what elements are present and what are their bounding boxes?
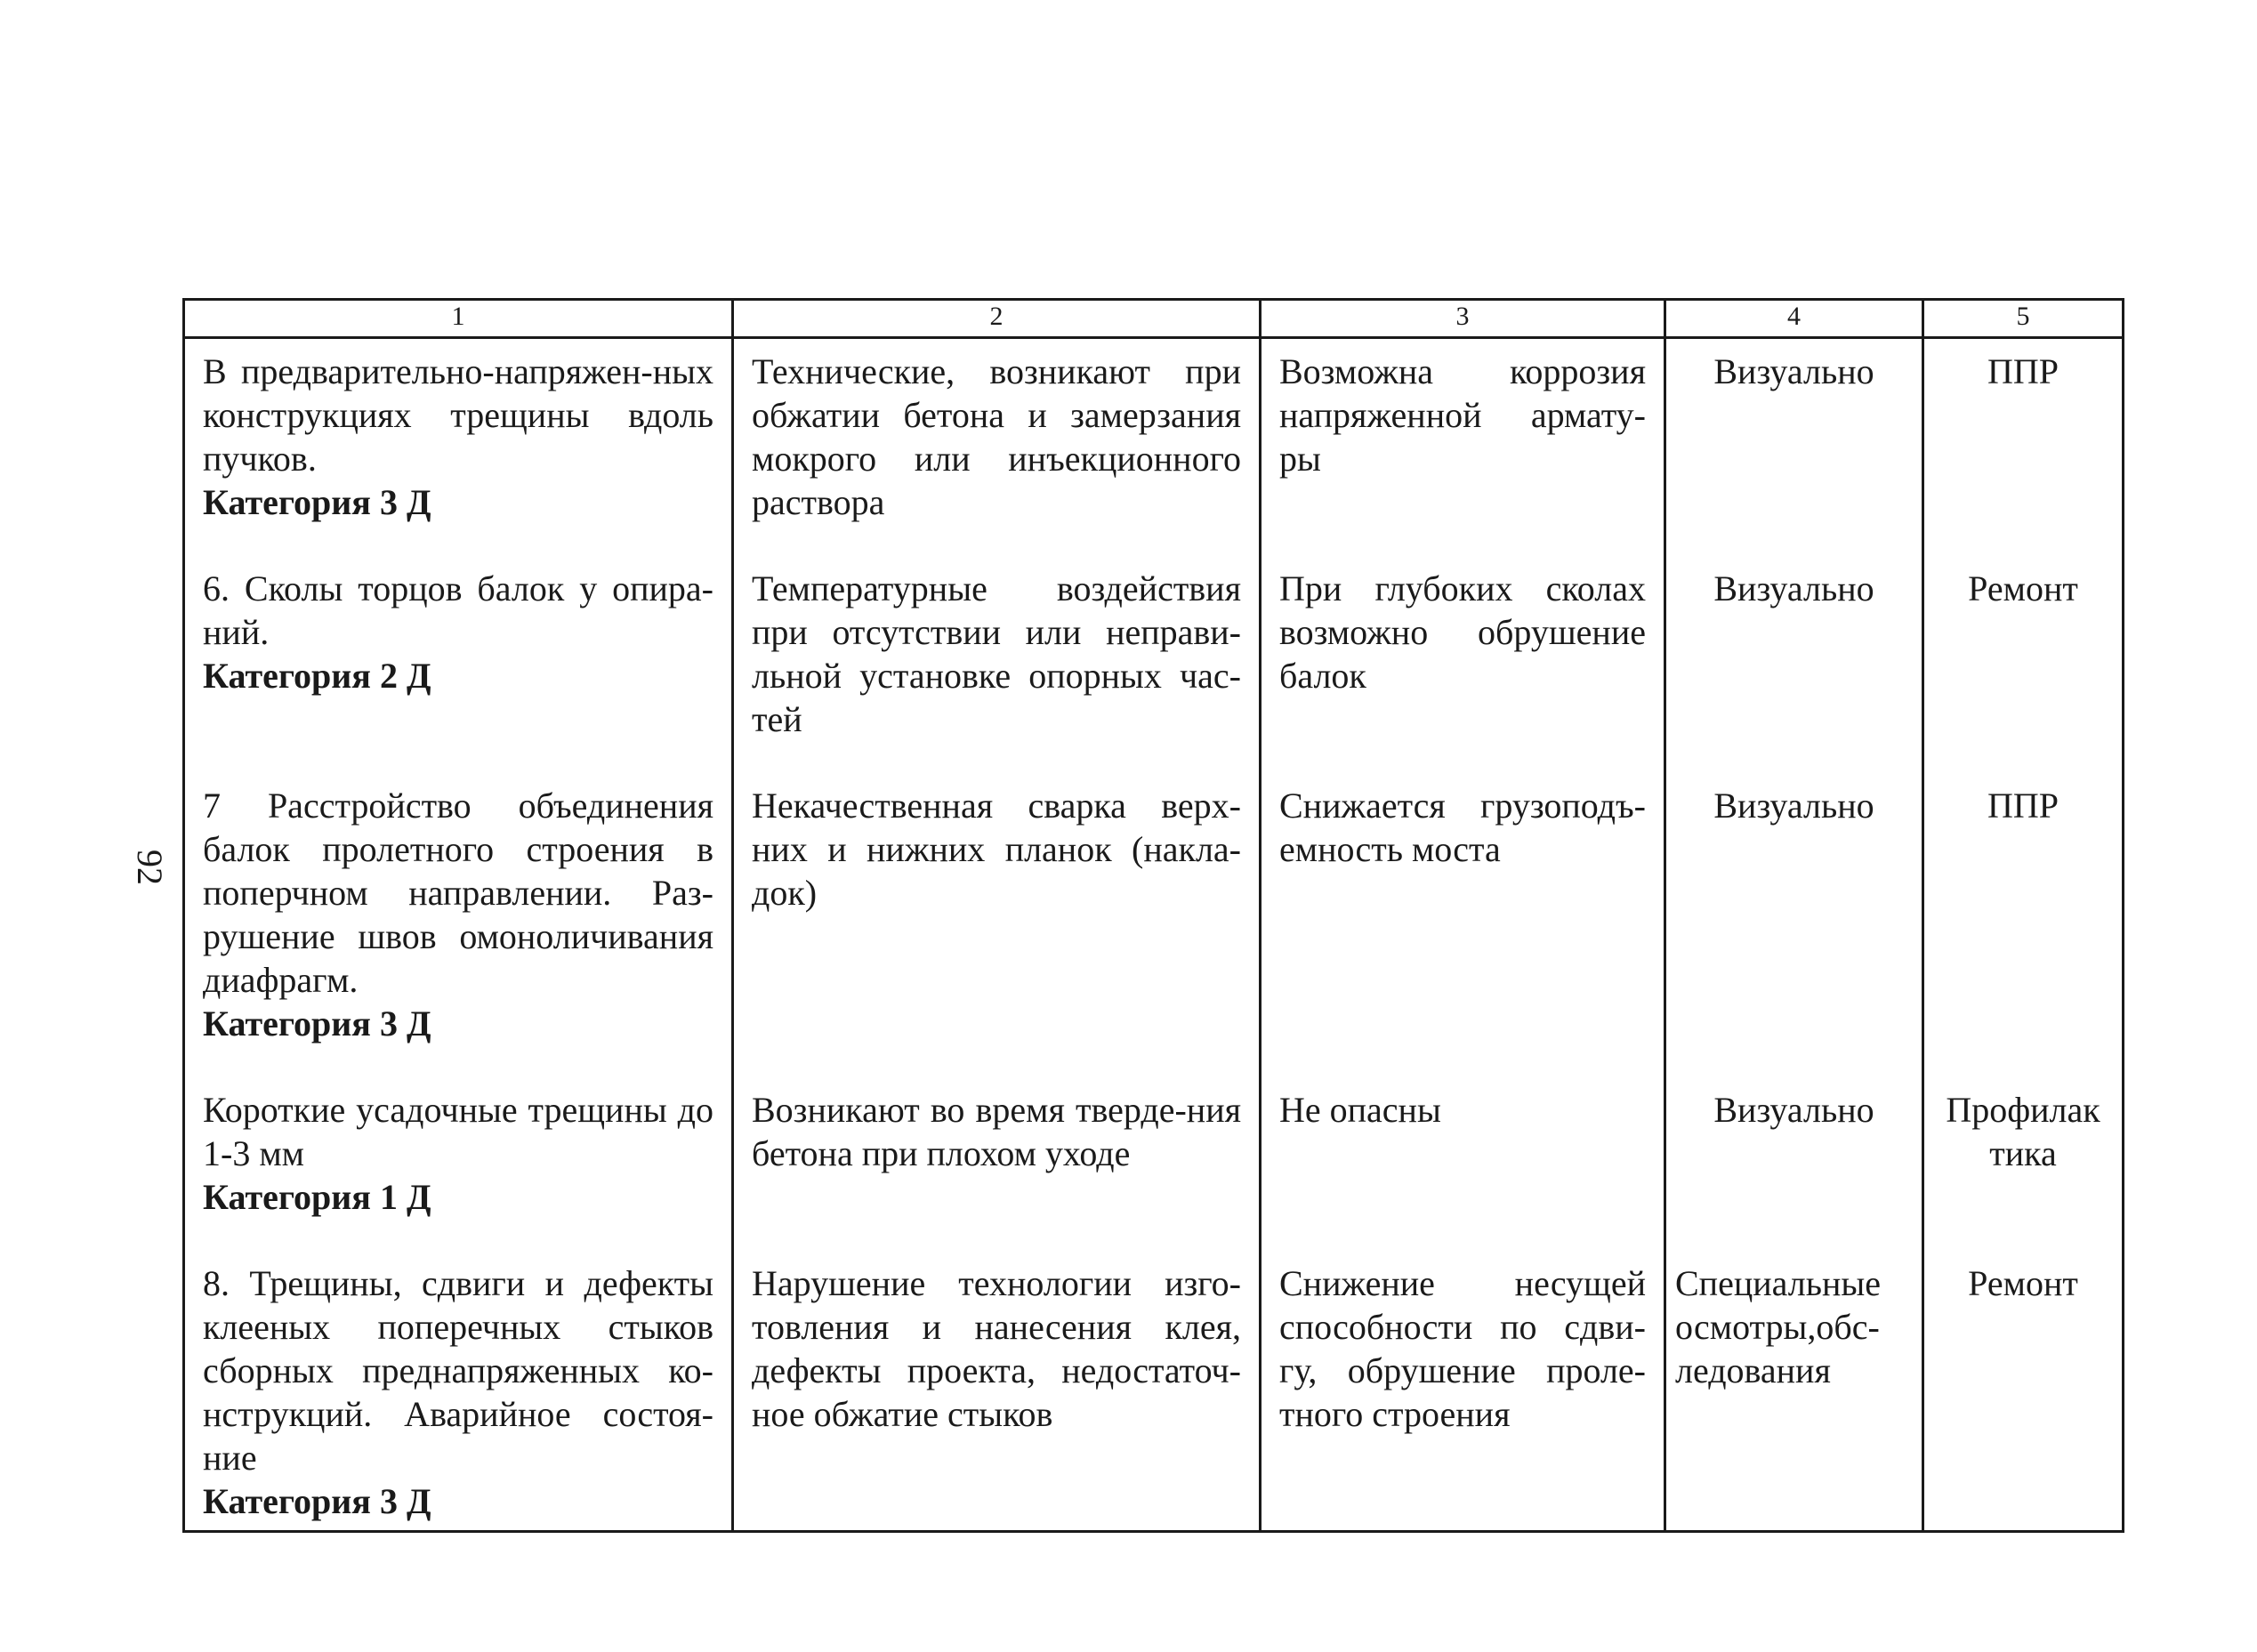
page-number: 92: [130, 850, 170, 885]
consequence-cell: Не опасны: [1261, 1077, 1665, 1251]
cause-cell: Некачественная сварка верх-них и нижних планок (накла-док): [733, 773, 1261, 1077]
measure-cell: Ремонт: [1923, 1251, 2124, 1532]
defect-text: Короткие усадочные трещины до 1-3 мм: [203, 1090, 713, 1173]
table-row: [184, 773, 2124, 1077]
cause-cell: Температурные воздействия при отсутствии или неправи-льной установке опорных час-тей: [733, 556, 1261, 773]
defect-cell: [184, 556, 733, 773]
defect-text: 8. Трещины, сдвиги и дефекты клееных поперечных стыков сборных преднапряженных ко-нструкций. Аварийное состоя-ние: [203, 1263, 713, 1478]
defect-cell: [184, 773, 733, 1077]
table-row: [184, 338, 2124, 557]
detection-cell: Визуально: [1665, 556, 1923, 773]
defect-text: 6. Сколы торцов балок у опира-ний.: [203, 568, 713, 652]
detection-cell: Визуально: [1665, 773, 1923, 1077]
header-row: [184, 300, 2124, 338]
category-label: Категория 3 Д: [203, 482, 431, 522]
defect-cell: [184, 1077, 733, 1251]
table-row: [184, 1251, 2124, 1532]
table-row: [184, 556, 2124, 773]
defect-text: В предварительно-напряжен-ных конструкциях трещины вдоль пучков.: [203, 351, 713, 479]
consequence-cell: При глубоких сколах возможно обрушение балок: [1261, 556, 1665, 773]
detection-cell: Специальные осмотры,обс-ледования: [1665, 1251, 1923, 1532]
consequence-cell: Снижение несущей способности по сдви-гу, обрушение проле-тного строения: [1261, 1251, 1665, 1532]
measure-cell: ППР: [1923, 773, 2124, 1077]
measure-cell: Профилак тика: [1923, 1077, 2124, 1251]
column-header-5: 5: [1923, 300, 2124, 338]
column-header-3: 3: [1261, 300, 1665, 338]
cause-cell: Возникают во время тверде-ния бетона при плохом уходе: [733, 1077, 1261, 1251]
table-row: [184, 1077, 2124, 1251]
column-header-2: 2: [733, 300, 1261, 338]
detection-cell: Визуально: [1665, 1077, 1923, 1251]
defect-cell: [184, 338, 733, 557]
cause-cell: Нарушение технологии изго-товления и нанесения клея, дефекты проекта, недостаточ-ное обжатие стыков: [733, 1251, 1261, 1532]
defect-cell: [184, 1251, 733, 1532]
defect-text: 7 Расстройство объединения балок пролетного строения в поперчном направлении. Раз-рушение швов омоноличивания диафрагм.: [203, 786, 713, 1000]
category-label: Категория 2 Д: [203, 656, 431, 696]
category-label: Категория 3 Д: [203, 1481, 431, 1521]
measure-cell: Ремонт: [1923, 556, 2124, 773]
cause-cell: Технические, возникают при обжатии бетона и замерзания мокрого или инъекционного раствора: [733, 338, 1261, 557]
column-header-1: 1: [184, 300, 733, 338]
consequence-cell: Снижается грузоподъ-емность моста: [1261, 773, 1665, 1077]
measure-cell: ППР: [1923, 338, 2124, 557]
column-header-4: 4: [1665, 300, 1923, 338]
category-label: Категория 1 Д: [203, 1177, 431, 1217]
consequence-cell: Возможна коррозия напряженной армату-ры: [1261, 338, 1665, 557]
category-label: Категория 3 Д: [203, 1003, 431, 1044]
defects-table: [182, 298, 2124, 1533]
detection-cell: Визуально: [1665, 338, 1923, 557]
